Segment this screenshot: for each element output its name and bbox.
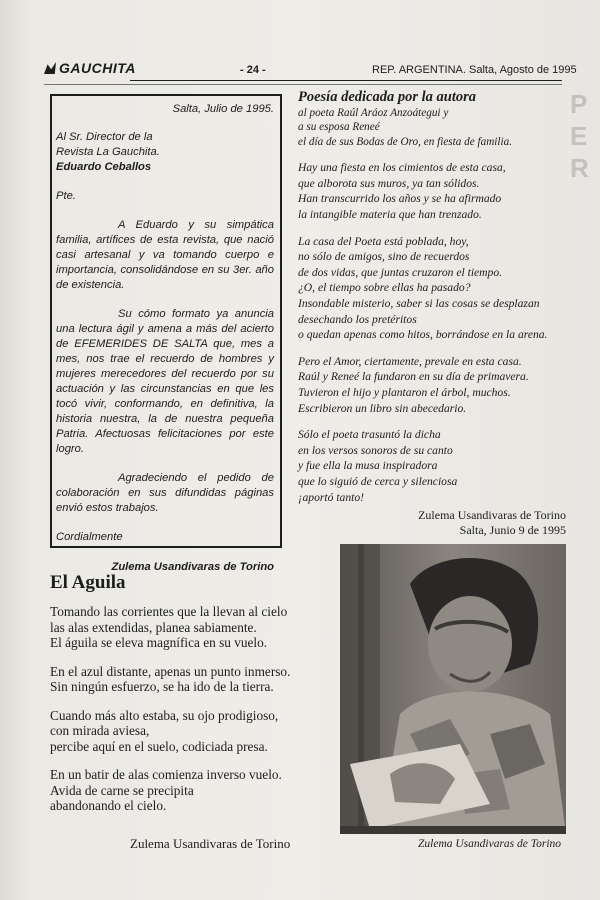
poem-line: Insondable misterio, saber si las cosas se desplazan (298, 296, 540, 310)
author-photo (340, 544, 566, 834)
poem-dedication-line: a su esposa Reneé (298, 121, 380, 134)
aguila-line: Sin ningún esfuerzo, se ha ido de la tierra. (50, 679, 274, 694)
aguila-line: En un batir de alas comienza inverso vuelo. (50, 767, 282, 782)
aguila-line: abandonando el cielo. (50, 798, 167, 813)
poem-line: en los versos sonoros de su canto (298, 443, 453, 457)
aguila-line: En el azul distante, apenas un punto inmerso. (50, 663, 291, 679)
poem-place-date: Salta, Junio 9 de 1995 (459, 523, 566, 537)
gaucho-logo-icon (44, 62, 56, 74)
header-rule (130, 80, 562, 81)
photo-caption: Zulema Usandivaras de Torino (418, 838, 562, 850)
aguila-signature: Zulema Usandivaras de Torino (130, 836, 291, 851)
magazine-logo (44, 60, 136, 76)
author-photo-image (340, 544, 566, 834)
poem-line: Hay una fiesta en los cimientos de esta casa, (298, 161, 506, 175)
poem-dedication-line: al poeta Raúl Aráoz Anzoátegui y (298, 107, 449, 119)
aguila-line: El águila se eleva magnífica en su vuelo. (50, 635, 268, 650)
poem-line: Han transcurrido los años y se ha afirmado (298, 192, 502, 206)
poem-signature: Zulema Usandivaras de Torino (418, 508, 566, 522)
poem-line: Pero el Amor, ciertamente, prevale en esta casa. (298, 354, 522, 368)
poem-line: o quedan apenas como hitos, borrándose en la arena. (298, 328, 548, 342)
aguila-poem (50, 604, 334, 814)
poem-line: ¿O, el tiempo sobre ellas ha pasado? (298, 281, 471, 295)
page-number: - 24 - (240, 64, 266, 76)
poem-line: Sólo el poeta trasuntó la dicha (298, 428, 441, 442)
letter-pte: Pte. (56, 190, 76, 202)
letter-closing: Cordialmente (56, 531, 123, 543)
aguila-line: percibe aquí en el suelo, codiciada presa. (50, 738, 268, 754)
poem-line: Escribieron un libro sin abecedario. (298, 401, 467, 415)
letter-signature: Zulema Usandivaras de Torino (111, 561, 274, 573)
dedicated-poem (298, 88, 566, 505)
poem-line: que alborota sus muros, ya tan sólidos. (298, 176, 480, 190)
letter-box (50, 94, 282, 573)
aguila-line: las alas extendidas, planea sabiamente. (50, 619, 257, 635)
issue-info: REP. ARGENTINA. Salta, Agosto de 1995 (372, 64, 577, 76)
aguila-title: El Aguila (50, 572, 126, 593)
header-rule-thin (44, 84, 562, 85)
letter-paragraph: A Eduardo y su simpática familia, artífices de esta revista, que nació casi artesanal y va tomando cuerpo e importancia, consolidándose en su 3er. año de existencia. (56, 219, 274, 291)
poem-dedication-line: el día de sus Bodas de Oro, en fiesta de familia. (298, 135, 512, 148)
aguila-line: Cuando más alto estaba, su ojo prodigioso, (50, 707, 279, 723)
poem-line: La casa del Poeta está poblada, hoy, (298, 234, 469, 248)
poem-line: Tuvieron el hijo y plantaron el árbol, muchos. (298, 385, 511, 399)
letter-paragraph: Agradeciendo el pedido de colaboración en sus difundidas páginas envió estos trabajos. (56, 472, 274, 514)
letter-date: Salta, Julio de 1995. (172, 103, 274, 115)
letter-address-line: Revista La Gauchita. (56, 146, 160, 158)
poem-signature-block (400, 508, 566, 538)
letter-address-line: Al Sr. Director de la (56, 131, 153, 143)
aguila-line: con mirada aviesa, (50, 723, 150, 738)
poem-line: y fue ella la musa inspiradora (298, 459, 438, 473)
poem-line: ¡aportó tanto! (298, 490, 365, 504)
aguila-line: Avida de carne se precipita (50, 782, 194, 798)
aguila-line: Tomando las corrientes que la llevan al cielo (50, 604, 288, 619)
bleed-through-text: P E R (570, 89, 589, 183)
letter-director-name: Eduardo Ceballos (56, 161, 152, 173)
logo-text: GAUCHITA (59, 60, 136, 76)
poem-line: de dos vidas, que juntas cruzaron el tiempo. (298, 265, 503, 279)
poem-line: que lo siguió de cerca y silenciosa (298, 474, 458, 488)
poem-line: Raúl y Reneé la fundaron en su día de primavera. (298, 370, 529, 384)
poem-line: no sólo de amigos, sino de recuerdos (298, 250, 470, 264)
poem-line: la intangible materia que han trenzado. (298, 208, 482, 221)
poem-title: Poesía dedicada por la autora (298, 89, 477, 105)
poem-line: desechando los pretéritos (298, 312, 417, 326)
letter-paragraph: Su cómo formato ya anuncia una lectura ágil y amena a más del acierto de EFEMERIDES DE SALTA que, mes a mes, nos trae el recuerdo de hombres y mujeres merecedores del recuerdo por su actuación y las circunstancias en que les tocó vivir, conformando, en definitiva, la historia nuestra, la de nuestra pequeña Patria. Afectuosas felicitaciones por este logro. (56, 308, 274, 455)
